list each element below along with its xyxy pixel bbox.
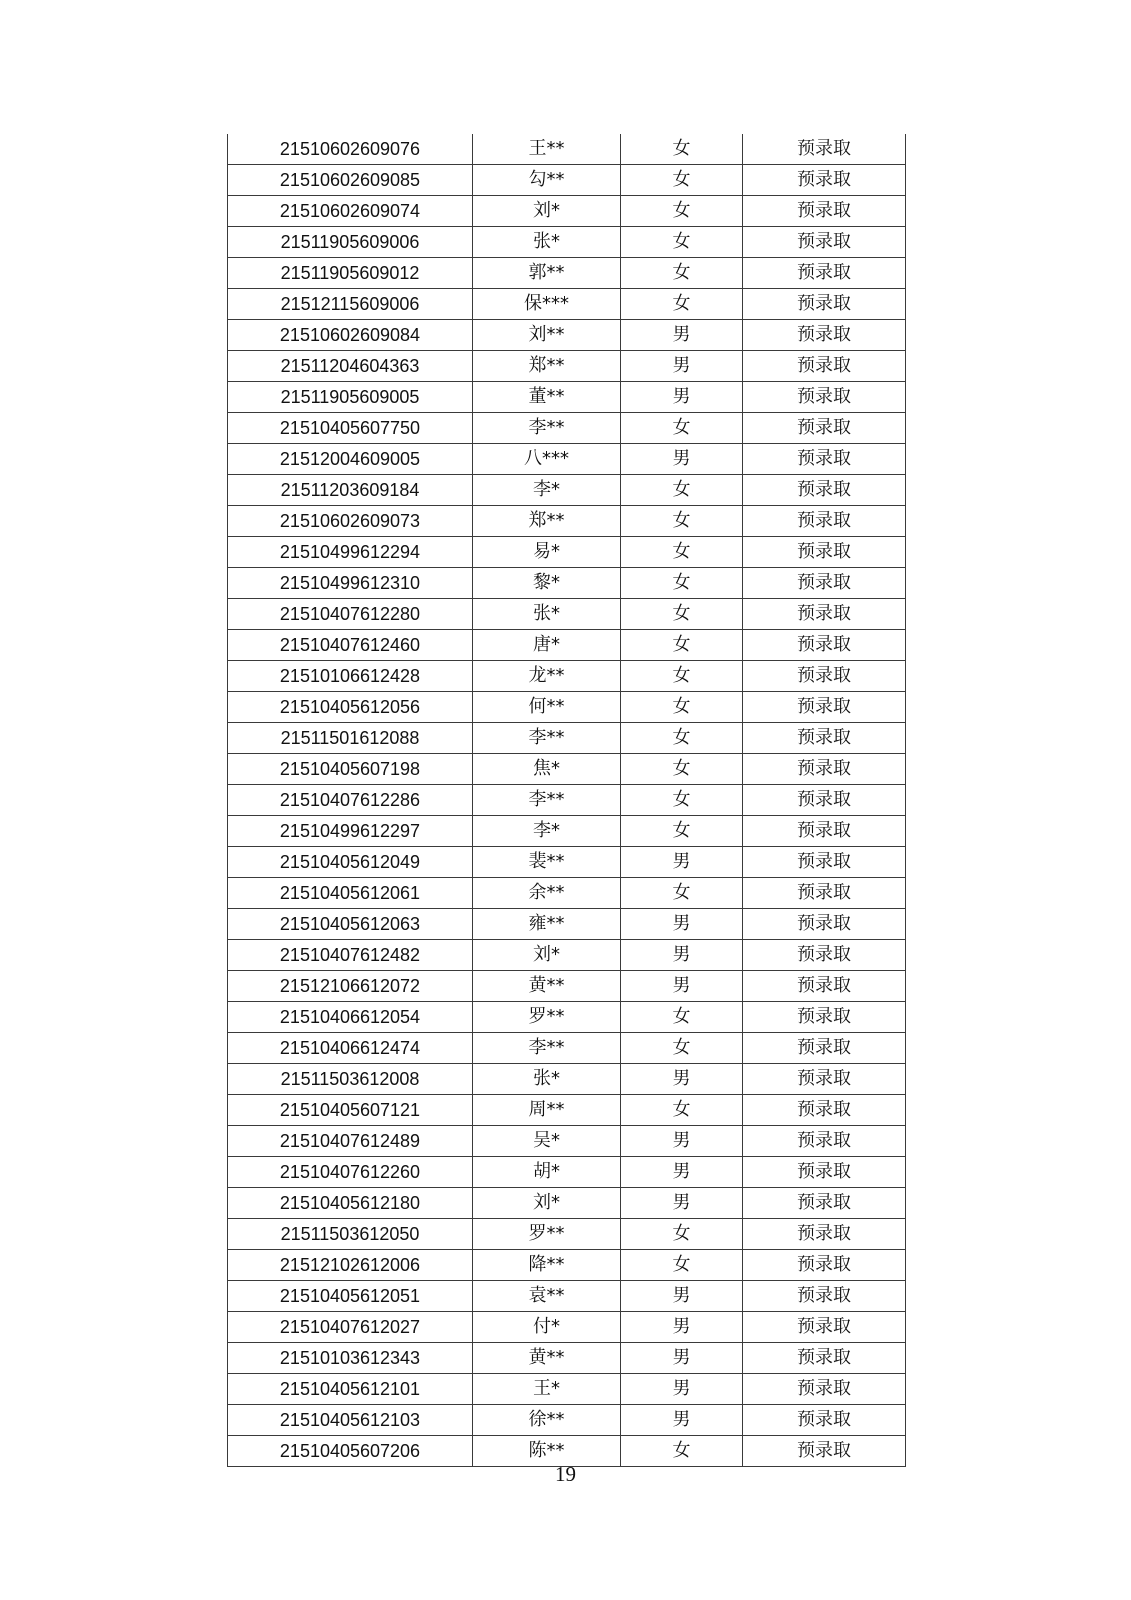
candidate-gender-cell: 女 xyxy=(621,1033,743,1064)
admission-status-cell: 预录取 xyxy=(743,1064,906,1095)
candidate-gender-cell: 男 xyxy=(621,351,743,382)
candidate-id-cell: 21510407612489 xyxy=(228,1126,473,1157)
admission-status-cell: 预录取 xyxy=(743,134,906,165)
table-row xyxy=(228,816,906,847)
candidate-gender-cell: 女 xyxy=(621,289,743,320)
admission-status-cell: 预录取 xyxy=(743,940,906,971)
candidate-id-cell: 21512004609005 xyxy=(228,444,473,475)
candidate-name-cell: 保*** xyxy=(473,289,621,320)
candidate-id-cell: 21510405612061 xyxy=(228,878,473,909)
candidate-gender-cell: 女 xyxy=(621,661,743,692)
candidate-name-cell: 雍** xyxy=(473,909,621,940)
table-row xyxy=(228,1374,906,1405)
admission-status-cell: 预录取 xyxy=(743,196,906,227)
candidate-gender-cell: 男 xyxy=(621,1281,743,1312)
candidate-id-cell: 21510405607198 xyxy=(228,754,473,785)
admission-status-cell: 预录取 xyxy=(743,1126,906,1157)
candidate-name-cell: 八*** xyxy=(473,444,621,475)
candidate-id-cell: 21511905609005 xyxy=(228,382,473,413)
admission-status-cell: 预录取 xyxy=(743,878,906,909)
candidate-name-cell: 刘* xyxy=(473,1188,621,1219)
candidate-gender-cell: 男 xyxy=(621,1343,743,1374)
candidate-gender-cell: 男 xyxy=(621,940,743,971)
candidate-gender-cell: 女 xyxy=(621,475,743,506)
admission-status-cell: 预录取 xyxy=(743,723,906,754)
table-row xyxy=(228,754,906,785)
admission-status-cell: 预录取 xyxy=(743,909,906,940)
candidate-name-cell: 罗** xyxy=(473,1002,621,1033)
table-row xyxy=(228,785,906,816)
candidate-name-cell: 刘* xyxy=(473,196,621,227)
candidate-id-cell: 21510406612054 xyxy=(228,1002,473,1033)
candidate-gender-cell: 女 xyxy=(621,413,743,444)
table-row xyxy=(228,847,906,878)
candidate-name-cell: 陈** xyxy=(473,1436,621,1467)
candidate-id-cell: 21510602609073 xyxy=(228,506,473,537)
candidate-name-cell: 张* xyxy=(473,227,621,258)
table-row xyxy=(228,940,906,971)
candidate-name-cell: 刘* xyxy=(473,940,621,971)
admission-status-cell: 预录取 xyxy=(743,351,906,382)
candidate-gender-cell: 女 xyxy=(621,599,743,630)
table-row xyxy=(228,258,906,289)
table-row xyxy=(228,289,906,320)
candidate-id-cell: 21510407612482 xyxy=(228,940,473,971)
table-row xyxy=(228,1281,906,1312)
candidate-id-cell: 21510106612428 xyxy=(228,661,473,692)
candidate-id-cell: 21511203609184 xyxy=(228,475,473,506)
admission-status-cell: 预录取 xyxy=(743,506,906,537)
candidate-gender-cell: 女 xyxy=(621,878,743,909)
admission-status-cell: 预录取 xyxy=(743,754,906,785)
candidate-id-cell: 21510406612474 xyxy=(228,1033,473,1064)
table-row xyxy=(228,723,906,754)
candidate-id-cell: 21510407612460 xyxy=(228,630,473,661)
candidate-name-cell: 易* xyxy=(473,537,621,568)
candidate-gender-cell: 女 xyxy=(621,723,743,754)
candidate-gender-cell: 女 xyxy=(621,785,743,816)
admission-status-cell: 预录取 xyxy=(743,1436,906,1467)
candidate-name-cell: 李* xyxy=(473,816,621,847)
admission-status-cell: 预录取 xyxy=(743,1405,906,1436)
admission-status-cell: 预录取 xyxy=(743,382,906,413)
table-row xyxy=(228,692,906,723)
candidate-id-cell: 21510103612343 xyxy=(228,1343,473,1374)
candidate-name-cell: 李** xyxy=(473,413,621,444)
candidate-gender-cell: 男 xyxy=(621,1405,743,1436)
candidate-id-cell: 21510499612310 xyxy=(228,568,473,599)
table-row xyxy=(228,506,906,537)
candidate-gender-cell: 男 xyxy=(621,1157,743,1188)
candidate-gender-cell: 男 xyxy=(621,1374,743,1405)
table-row xyxy=(228,537,906,568)
admission-status-cell: 预录取 xyxy=(743,1250,906,1281)
table-row xyxy=(228,134,906,165)
candidate-name-cell: 张* xyxy=(473,1064,621,1095)
candidate-gender-cell: 男 xyxy=(621,382,743,413)
candidate-gender-cell: 女 xyxy=(621,134,743,165)
candidate-gender-cell: 男 xyxy=(621,971,743,1002)
table-row xyxy=(228,1157,906,1188)
candidate-gender-cell: 女 xyxy=(621,630,743,661)
admission-status-cell: 预录取 xyxy=(743,1157,906,1188)
candidate-id-cell: 21510405612063 xyxy=(228,909,473,940)
table-row xyxy=(228,1188,906,1219)
admission-status-cell: 预录取 xyxy=(743,1188,906,1219)
candidate-name-cell: 王* xyxy=(473,1374,621,1405)
candidate-name-cell: 何** xyxy=(473,692,621,723)
candidate-gender-cell: 女 xyxy=(621,537,743,568)
candidate-id-cell: 21510405607750 xyxy=(228,413,473,444)
candidate-name-cell: 董** xyxy=(473,382,621,413)
table-row xyxy=(228,351,906,382)
page-number: 19 xyxy=(555,1462,576,1486)
admission-status-cell: 预录取 xyxy=(743,413,906,444)
admission-status-cell: 预录取 xyxy=(743,816,906,847)
candidate-name-cell: 郑** xyxy=(473,506,621,537)
candidate-id-cell: 21510407612027 xyxy=(228,1312,473,1343)
table-row xyxy=(228,382,906,413)
table-row xyxy=(228,320,906,351)
candidate-id-cell: 21511204604363 xyxy=(228,351,473,382)
candidate-name-cell: 胡* xyxy=(473,1157,621,1188)
candidate-gender-cell: 女 xyxy=(621,506,743,537)
candidate-name-cell: 吴* xyxy=(473,1126,621,1157)
candidate-id-cell: 21512106612072 xyxy=(228,971,473,1002)
candidate-id-cell: 21510405612180 xyxy=(228,1188,473,1219)
candidate-gender-cell: 男 xyxy=(621,1188,743,1219)
candidate-id-cell: 21510407612260 xyxy=(228,1157,473,1188)
candidate-id-cell: 21512102612006 xyxy=(228,1250,473,1281)
candidate-gender-cell: 男 xyxy=(621,1312,743,1343)
table-row xyxy=(228,878,906,909)
candidate-id-cell: 21510602609074 xyxy=(228,196,473,227)
candidate-gender-cell: 男 xyxy=(621,1126,743,1157)
candidate-gender-cell: 女 xyxy=(621,196,743,227)
candidate-id-cell: 21511905609006 xyxy=(228,227,473,258)
candidate-name-cell: 唐* xyxy=(473,630,621,661)
candidate-name-cell: 王** xyxy=(473,134,621,165)
candidate-id-cell: 21511501612088 xyxy=(228,723,473,754)
admission-status-cell: 预录取 xyxy=(743,1374,906,1405)
candidate-name-cell: 黎* xyxy=(473,568,621,599)
admission-status-cell: 预录取 xyxy=(743,1002,906,1033)
admission-status-cell: 预录取 xyxy=(743,258,906,289)
candidate-gender-cell: 女 xyxy=(621,754,743,785)
candidate-name-cell: 焦* xyxy=(473,754,621,785)
admission-status-cell: 预录取 xyxy=(743,1281,906,1312)
candidate-gender-cell: 女 xyxy=(621,568,743,599)
candidate-name-cell: 郭** xyxy=(473,258,621,289)
candidate-id-cell: 21511503612050 xyxy=(228,1219,473,1250)
admission-status-cell: 预录取 xyxy=(743,537,906,568)
admission-status-cell: 预录取 xyxy=(743,847,906,878)
candidate-gender-cell: 女 xyxy=(621,692,743,723)
candidate-gender-cell: 女 xyxy=(621,258,743,289)
candidate-name-cell: 张* xyxy=(473,599,621,630)
table-row xyxy=(228,971,906,1002)
candidate-name-cell: 黄** xyxy=(473,971,621,1002)
admission-roster-table xyxy=(227,134,906,1467)
admission-status-cell: 预录取 xyxy=(743,1343,906,1374)
table-row xyxy=(228,661,906,692)
candidate-name-cell: 袁** xyxy=(473,1281,621,1312)
candidate-gender-cell: 女 xyxy=(621,816,743,847)
candidate-name-cell: 周** xyxy=(473,1095,621,1126)
candidate-gender-cell: 女 xyxy=(621,1250,743,1281)
candidate-gender-cell: 男 xyxy=(621,909,743,940)
admission-status-cell: 预录取 xyxy=(743,568,906,599)
table-row xyxy=(228,196,906,227)
candidate-id-cell: 21510499612294 xyxy=(228,537,473,568)
candidate-name-cell: 勾** xyxy=(473,165,621,196)
admission-status-cell: 预录取 xyxy=(743,599,906,630)
admission-status-cell: 预录取 xyxy=(743,289,906,320)
candidate-id-cell: 21510405612051 xyxy=(228,1281,473,1312)
candidate-name-cell: 余** xyxy=(473,878,621,909)
candidate-name-cell: 刘** xyxy=(473,320,621,351)
table-row xyxy=(228,1343,906,1374)
admission-status-cell: 预录取 xyxy=(743,165,906,196)
candidate-gender-cell: 女 xyxy=(621,227,743,258)
candidate-name-cell: 龙** xyxy=(473,661,621,692)
table-row xyxy=(228,599,906,630)
table-row xyxy=(228,1033,906,1064)
candidate-name-cell: 郑** xyxy=(473,351,621,382)
admission-status-cell: 预录取 xyxy=(743,227,906,258)
table-row xyxy=(228,1250,906,1281)
candidate-id-cell: 21510405612101 xyxy=(228,1374,473,1405)
candidate-gender-cell: 女 xyxy=(621,1095,743,1126)
admission-status-cell: 预录取 xyxy=(743,1219,906,1250)
candidate-name-cell: 罗** xyxy=(473,1219,621,1250)
table-row xyxy=(228,165,906,196)
candidate-name-cell: 裴** xyxy=(473,847,621,878)
admission-status-cell: 预录取 xyxy=(743,1095,906,1126)
table-row xyxy=(228,630,906,661)
candidate-name-cell: 李** xyxy=(473,1033,621,1064)
candidate-gender-cell: 女 xyxy=(621,1002,743,1033)
candidate-id-cell: 21510405607206 xyxy=(228,1436,473,1467)
candidate-name-cell: 付* xyxy=(473,1312,621,1343)
candidate-id-cell: 21510602609084 xyxy=(228,320,473,351)
candidate-id-cell: 21510405612049 xyxy=(228,847,473,878)
table-row xyxy=(228,568,906,599)
candidate-gender-cell: 男 xyxy=(621,847,743,878)
candidate-gender-cell: 女 xyxy=(621,1436,743,1467)
candidate-gender-cell: 男 xyxy=(621,320,743,351)
table-row xyxy=(228,1312,906,1343)
candidate-gender-cell: 男 xyxy=(621,444,743,475)
admission-status-cell: 预录取 xyxy=(743,320,906,351)
admission-status-cell: 预录取 xyxy=(743,630,906,661)
table-row xyxy=(228,1405,906,1436)
candidate-id-cell: 21512115609006 xyxy=(228,289,473,320)
table-row xyxy=(228,413,906,444)
candidate-id-cell: 21510407612280 xyxy=(228,599,473,630)
candidate-id-cell: 21510602609076 xyxy=(228,134,473,165)
admission-status-cell: 预录取 xyxy=(743,1312,906,1343)
candidate-id-cell: 21511905609012 xyxy=(228,258,473,289)
table-row xyxy=(228,1002,906,1033)
candidate-name-cell: 黄** xyxy=(473,1343,621,1374)
admission-status-cell: 预录取 xyxy=(743,692,906,723)
candidate-gender-cell: 女 xyxy=(621,165,743,196)
candidate-id-cell: 21511503612008 xyxy=(228,1064,473,1095)
admission-status-cell: 预录取 xyxy=(743,444,906,475)
candidate-name-cell: 李** xyxy=(473,723,621,754)
table-row xyxy=(228,909,906,940)
table-row xyxy=(228,1064,906,1095)
table-row xyxy=(228,1219,906,1250)
candidate-id-cell: 21510602609085 xyxy=(228,165,473,196)
admission-status-cell: 预录取 xyxy=(743,971,906,1002)
table-row xyxy=(228,1126,906,1157)
admission-status-cell: 预录取 xyxy=(743,785,906,816)
table-row xyxy=(228,444,906,475)
table-row xyxy=(228,1095,906,1126)
admission-status-cell: 预录取 xyxy=(743,661,906,692)
candidate-id-cell: 21510405612056 xyxy=(228,692,473,723)
roster-table-body xyxy=(228,134,906,1467)
table-row xyxy=(228,475,906,506)
candidate-name-cell: 李* xyxy=(473,475,621,506)
candidate-id-cell: 21510407612286 xyxy=(228,785,473,816)
candidate-gender-cell: 男 xyxy=(621,1064,743,1095)
candidate-id-cell: 21510405612103 xyxy=(228,1405,473,1436)
candidate-name-cell: 降** xyxy=(473,1250,621,1281)
admission-status-cell: 预录取 xyxy=(743,1033,906,1064)
candidate-id-cell: 21510405607121 xyxy=(228,1095,473,1126)
candidate-id-cell: 21510499612297 xyxy=(228,816,473,847)
candidate-name-cell: 李** xyxy=(473,785,621,816)
admission-status-cell: 预录取 xyxy=(743,475,906,506)
candidate-gender-cell: 女 xyxy=(621,1219,743,1250)
candidate-name-cell: 徐** xyxy=(473,1405,621,1436)
table-row xyxy=(228,227,906,258)
